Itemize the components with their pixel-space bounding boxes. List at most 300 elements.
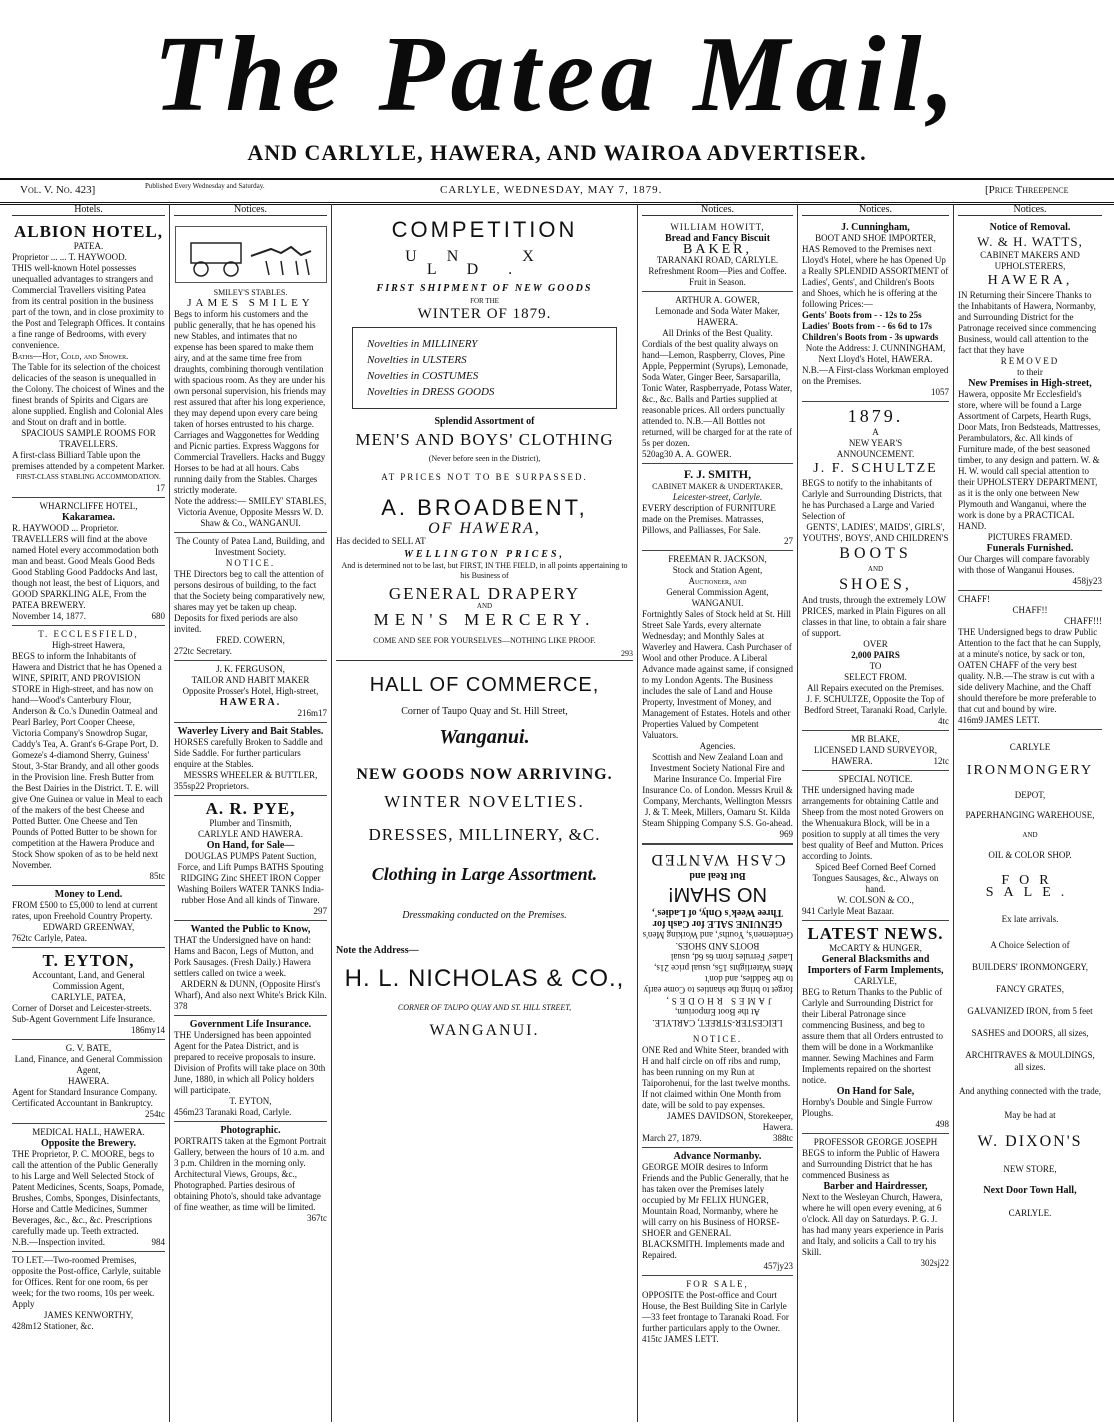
- ad-body: OPPOSITE the Post-office and Court House, the Best Building Site in Carlyle—33 feet frontage to Taranaki Road. For further particulars apply to the Owner.: [642, 1290, 789, 1333]
- ad-title: W. & H. WATTS,: [977, 234, 1083, 249]
- ad-title: JAMES SMILEY: [187, 297, 314, 309]
- ad-line: BUILDERS' IRONMONGERY,: [972, 962, 1088, 972]
- issue-date: CARLYLE, WEDNESDAY, MAY 7, 1879.: [440, 184, 663, 196]
- ad-sub: On Hand for Sale,: [836, 1086, 915, 1097]
- ad-line: COME AND SEE FOR YOURSELVES—NOTHING LIKE PROOF.: [373, 636, 596, 645]
- ad-smith: [642, 464, 793, 551]
- ad-professor-joseph: [802, 1134, 949, 1272]
- ad-title: NOTICE.: [692, 1034, 743, 1044]
- ad-address: Leicester-street, Carlyle.: [672, 492, 763, 502]
- ad-line: May be had at: [1004, 1110, 1056, 1120]
- ad-ref: 186my14: [130, 1025, 165, 1035]
- novelty-line: Novelties in ULSTERS: [367, 354, 467, 366]
- ad-latest-news: [802, 921, 949, 1134]
- ad-line: FOR THE: [470, 297, 499, 305]
- ad-proprietor: Proprietor ... ... T. HAYWOOD.: [12, 252, 127, 262]
- ad-title: ARTHUR A. GOWER,: [675, 295, 760, 305]
- ad-body: GEORGE MOIR desires to Inform Friends and the Public Generally, that he has taken over the Premises lately occupied by Mr FELIX HUNGER, Mountain Road, Normanby, where he will carry on his Business of HORSE-SHOER and GENERAL BLACKSMITH. Implements made and Repaired.: [642, 1162, 789, 1260]
- ad-title: A. R. PYE,: [205, 799, 296, 818]
- ad-line: WELLINGTON PRICES,: [403, 549, 566, 560]
- stagecoach-illustration: [175, 226, 327, 283]
- ad-sub: TAILOR AND HABIT MAKER: [191, 675, 310, 685]
- ad-title: MEDICAL HALL, HAWERA.: [32, 1127, 145, 1137]
- ad-body: BEGS to inform the Inhabitants of Hawera and District that he has Opened a WINE, SPIRIT, AND PROVISION STORE in High-street, and has now on hand—Wood's Canterbury Flour, Anderson & Co.'s Dunedin Oatmeal and Pearl Barley, Port Cooper Cheese, Victoria Company's Snowdrop Sugar, Caddy's Tea, A. Grant's 6-Grape Port, D. Gomeze's 4-diamond Sherry, Guiness' Stout, 3-Star Brandy, and all other goods in the Provision line. Fresh Butter from the Best Dairies in the District. T. E. will give One Guinea or value in Meal to each of the makers of the best Cheese and Potted Butter. One Cheese and Ten Pounds of Potted Butter to be shown for competition at the Hawera Produce and Stock Show spoken of as to be held next November.: [12, 651, 163, 870]
- ad-place: HAWERA.: [67, 1076, 110, 1086]
- ad-body: THIS well-known Hotel possesses unequalled advantages to strangers and Commercial Travellers visiting Patea from its central position in the business part of the town, and in close proximity to the Post and Telegraph Offices. It contains a fine range of Bedrooms, with every convenience.: [12, 263, 165, 350]
- ad-line: forget to bring the shanties to Come early to the Saddles, and don't: [643, 974, 793, 995]
- ad-line: And anything connected with the trade,: [959, 1086, 1101, 1096]
- ad-headline: NO SHAM!: [668, 883, 767, 905]
- ad-sub: Agencies.: [699, 741, 736, 751]
- ad-sub: Lemonade and Soda Water Maker,: [655, 306, 780, 316]
- ad-line: AND: [1022, 831, 1038, 839]
- ad-title: G. V. BATE,: [65, 1043, 112, 1053]
- ad-eyton: [12, 948, 165, 1040]
- ad-place: CARLYLE AND HAWERA.: [197, 829, 304, 839]
- ad-line: Baths—Hot, Cold, and Shower.: [12, 351, 129, 361]
- ad-title: MR BLAKE,: [851, 734, 900, 744]
- ad-ref: 27: [784, 536, 793, 546]
- ad-body: Refreshment Room—Pies and Coffee. Fruit in Season.: [648, 266, 787, 287]
- ad-title: Notice of Removal.: [989, 222, 1071, 233]
- ad-place: HAWERA.: [696, 317, 739, 327]
- ad-line: GALVANIZED IRON, from 5 feet: [967, 1006, 1093, 1016]
- ad-line: SASHES and DOORS, all sizes,: [971, 1028, 1089, 1038]
- ad-sub: Stock and Station Agent,: [672, 565, 763, 575]
- ad-bate: [12, 1040, 165, 1124]
- ad-albion-hotel: [12, 219, 165, 498]
- ad-body: Begs to inform his customers and the public generally, that he has opened his new Stables, and intimates that no expense has been spared to make them airy, and at the same time free from draughts, combining thorough ventilation with spacious room. As they are under his own personal supervision, his friends may rest assured that after his long experience, they may depend upon every care being taken of horses entrusted to his charge. Carriages and Waggonettes for Wedding and Picnic parties. Express Waggons for Commercial Travellers. Hacks and Buggy Horses to be had at all hours. Cabs running daily from the Stables. Charges strictly moderate.: [174, 309, 326, 495]
- column-hotels: [8, 204, 170, 1422]
- ad-place: HAWERA,: [987, 273, 1073, 288]
- ad-line: 2,000 PAIRS: [851, 650, 900, 660]
- ad-sign: FRED. COWERN,: [216, 635, 285, 645]
- ad-line: Funerals Furnished.: [986, 543, 1074, 554]
- ad-headline: W. DIXON'S: [977, 1133, 1083, 1150]
- ad-body: HORSES carefully Broken to Saddle and Side Saddle. For further particulars enquire at the Stables.: [174, 737, 323, 769]
- column-heading: Notices.: [174, 204, 327, 216]
- ad-line: ANNOUNCEMENT.: [836, 449, 915, 459]
- ad-line: OIL & COLOR SHOP.: [988, 850, 1072, 860]
- ad-line: Splendid Assortment of: [434, 416, 535, 427]
- ad-ref: 293: [336, 647, 633, 661]
- ad-body: And trusts, through the extremely LOW PRICES, marked in Plain Figures on all classes in that line, to obtain a fair share of support.: [802, 595, 947, 638]
- ad-ref: 762tc Carlyle, Patea.: [12, 933, 87, 943]
- ad-title: Wanted the Public to Know,: [190, 924, 311, 935]
- ad-brand: UN X LD.: [405, 248, 564, 278]
- ad-sub: General Blacksmiths and Importers of Farm Implements,: [807, 954, 944, 976]
- ad-money-to-lend: [12, 886, 165, 948]
- ad-ref: 355sp22 Proprietors.: [174, 781, 249, 791]
- ad-body: THE Proprietor, P. C. MOORE, begs to call the attention of the Public Generally to his Large and Well Selected Stock of Patent Medicines, Scents, Soaps, Pomade, Brushes, Combs, Sponges, Disinfectants, Horse and Cattle Medicines, Summer Beverages, &c., &c., &c. Prescriptions carefully made up. Teeth extracted.: [12, 1149, 164, 1236]
- ad-body: Spiced Beef Corned Beef Corned Tongues Sausages, &c., Always on hand.: [812, 862, 939, 894]
- ad-ref: 297: [313, 906, 327, 916]
- ad-chaff: [958, 591, 1102, 730]
- ad-jackson: [642, 551, 793, 844]
- ad-headline: MEN'S MERCERY.: [373, 610, 596, 629]
- ad-line: ARCHITRAVES & MOULDINGS,: [965, 1050, 1095, 1060]
- ad-ref: 428m12 Stationer, &c.: [12, 1321, 94, 1331]
- ad-line: CHAFF!!: [1012, 605, 1048, 615]
- ad-headline: H. L. NICHOLAS & CO.,: [344, 965, 625, 992]
- ad-address: TARANAKI ROAD, CARLYLE.: [656, 255, 779, 265]
- ad-sub: LICENSED LAND SURVEYOR,: [813, 745, 938, 755]
- ad-title: ALBION HOTEL,: [13, 222, 164, 241]
- ad-body: HAS Removed to the Premises next Lloyd's Hotel, where he has Opened Up a Really SPLENDID ASSORTMENT of Ladies', Gents', and Children's Boots and Shoes, which he is offering at the following Prices:—: [802, 244, 949, 309]
- ad-title: FREEMAN R. JACKSON,: [668, 554, 767, 564]
- ad-title: Money to Lend.: [54, 889, 123, 900]
- ad-title: The County of Patea Land, Building, and Investment Society.: [176, 536, 325, 557]
- ad-sub: Auctioneer, and: [688, 576, 747, 586]
- ad-title: PROFESSOR GEORGE JOSEPH: [813, 1137, 938, 1147]
- ad-watts-removal: [958, 219, 1102, 591]
- ad-sign: ARDERN & DUNN, (Opposite Hirst's Wharf), And also next White's Brick Kiln.: [174, 979, 327, 1000]
- ad-place: HAWERA.: [219, 697, 282, 708]
- ad-line: Dressmaking conducted on the Premises.: [402, 910, 567, 921]
- price-line: Children's Boots from - 3s upwards: [802, 332, 939, 342]
- ad-place: HAWERA.: [831, 756, 873, 766]
- ad-sign: JAMES DAVIDSON, Storekeeper, Hawera.: [667, 1111, 793, 1132]
- ad-headline: HALL OF COMMERCE,: [369, 674, 600, 696]
- ad-ref: 415tc JAMES LETT.: [642, 1334, 719, 1344]
- ad-line: CORNER OF TAUPO QUAY AND ST. HILL STREET,: [397, 1003, 572, 1012]
- ad-date: November 14, 1877.: [12, 611, 86, 621]
- ad-line: PICTURES FRAMED.: [987, 532, 1073, 542]
- ad-sign: MESSRS WHEELER & BUTTLER,: [183, 770, 318, 780]
- ad-ref: 302sj22: [920, 1258, 949, 1268]
- ad-line: SPACIOUS SAMPLE ROOMS FOR TRAVELLERS.: [21, 428, 156, 449]
- ad-sub: General Commission Agent,: [666, 587, 769, 597]
- ad-sign: JAMES KENWORTHY,: [43, 1310, 134, 1320]
- publication-schedule: Published Every Wednesday and Saturday.: [145, 182, 265, 190]
- ad-body: ONE Red and White Steer, branded with H and half circle on off ribs and rump, has been running on my Run at Taiporohenui, for the last twelve months. If not claimed within One Month from date, will be sold to pay expenses.: [642, 1045, 791, 1110]
- ad-ref: 457jy23: [763, 1261, 793, 1271]
- ad-body: Sub-Agent Government Life Insurance.: [12, 1014, 155, 1024]
- ad-sub: CABINET MAKER & UNDERTAKER,: [652, 482, 783, 491]
- ad-line: Next Door Town Hall,: [983, 1185, 1077, 1196]
- ad-sub: CABINET MAKERS AND UPHOLSTERERS,: [980, 250, 1080, 271]
- ad-ref: 498: [935, 1119, 949, 1129]
- ad-line: BOOTS AND SHOES.: [675, 941, 760, 951]
- ad-title: WILLIAM HOWITT,: [670, 222, 765, 232]
- ad-body: IN Returning their Sincere Thanks to the Inhabitants of Hawera, Normanby, and Surrounding District for the Patronage received since commencing Business, would call attention to the fact that they have: [958, 290, 1097, 355]
- ad-body: Next to the Wesleyan Church, Hawera, where he will open every evening, at 6 o'clock. All day on Saturdays. P. G. J. has had many years experience in Paris and Italy, and solicits a Call to try his Skill.: [802, 1192, 944, 1257]
- ad-body: BEGS to notify to the inhabitants of Carlyle and Surrounding Districts, that he has Purchased a Large and Varied Selection of: [802, 478, 942, 521]
- ad-line: Mens Waterlights 15s, usual price 21s, Ladies' Ferrules from 6s 6d, usual: [654, 952, 793, 973]
- column-heading: Hotels.: [12, 204, 165, 216]
- ad-headline: GENERAL DRAPERY: [388, 584, 581, 603]
- ad-line: All Repairs executed on the Premises.: [807, 683, 944, 693]
- column-notices-2: [170, 204, 332, 1422]
- ad-line: CHAFF!!!: [1063, 616, 1102, 626]
- ad-line: JAMES RHODES,: [663, 996, 772, 1006]
- ad-ref: 416m9 JAMES LETT.: [958, 715, 1040, 725]
- ad-body: Agent for Standard Insurance Company. Certificated Accountant in Bankruptcy.: [12, 1087, 158, 1108]
- ad-ref: 367tc: [307, 1213, 327, 1223]
- ad-sign: EDWARD GREENWAY,: [42, 922, 135, 932]
- ad-headline: MEN'S AND BOYS' CLOTHING: [355, 430, 614, 449]
- novelty-line: Novelties in DRESS GOODS: [367, 386, 495, 398]
- ad-body: FROM £500 to £5,000 to lend at current rates, upon Freehold Country Property.: [12, 900, 158, 921]
- ad-county-society: [174, 533, 327, 661]
- ad-address: Note the Address: J. CUNNINGHAM, Next Lloyd's Hotel, HAWERA.: [805, 343, 946, 364]
- ad-line: AND: [476, 602, 493, 610]
- ad-ref: 984: [151, 1237, 165, 1247]
- ad-ref: 941 Carlyle Meat Bazaar.: [802, 906, 894, 916]
- ad-title: LATEST NEWS.: [807, 924, 944, 943]
- ad-line: DEPOT,: [1014, 790, 1046, 800]
- ad-ref: 12tc: [933, 756, 949, 766]
- ad-line: NEW STORE,: [1003, 1164, 1057, 1174]
- ad-address: Note the address:— SMILEY' STABLES, Victoria Avenue, Opposite Messrs W. D. Shaw & Co., WANGANUI.: [174, 496, 327, 528]
- ad-line: AT PRICES NOT TO BE SURPASSED.: [381, 472, 588, 482]
- ad-body: DOUGLAS PUMPS Patent Suction, Force, and Lift Pumps BATHS Spouting RIDGING Zinc SHEET IRON Copper Washing Boilers WATER TANKS India-rubber Hose And all kinds of Tinware.: [177, 851, 324, 905]
- ad-ref: 680: [151, 611, 165, 621]
- ad-title: FOR SALE,: [686, 1279, 749, 1289]
- ad-ref: 85tc: [149, 871, 165, 881]
- ad-place: High-street Hawera,: [52, 640, 125, 650]
- ad-line: NEW YEAR'S: [848, 438, 903, 448]
- ad-body: Our Charges will compare favorably with those of Wanganui Houses.: [958, 554, 1090, 575]
- ad-headline: Wanganui.: [439, 726, 530, 748]
- ad-ref: 456m23 Taranaki Road, Carlyle.: [174, 1107, 292, 1117]
- ad-blake: [802, 731, 949, 771]
- ad-sub: Plumber and Tinsmith,: [209, 818, 292, 828]
- ad-pye: [174, 796, 327, 921]
- ad-sub: McCARTY & HUNGER,: [829, 943, 922, 953]
- ad-ferguson: [174, 661, 327, 723]
- ad-headline: WINTER NOVELTIES.: [384, 792, 585, 811]
- ad-sub: Bread and Fancy Biscuit: [664, 233, 771, 244]
- ad-place: WANGANUI.: [691, 598, 744, 608]
- ad-body: The Table for its selection of the choicest delicacies of the season is unequalled in the Colony. The choicest of Wines and the finest brands of Spirits and Cigars are alone supplied. English and Colonial Ales and Stout on draft and in bottle.: [12, 362, 165, 427]
- ad-line: OF HAWERA,: [428, 520, 541, 537]
- ad-sub: Land, Finance, and General Commission Agent,: [14, 1054, 163, 1075]
- ad-line: Gentlemen's, Youths', and Working Men's: [642, 930, 793, 940]
- ad-title: J. F. SCHULTZE: [813, 461, 938, 476]
- ad-headline: BOOTS: [839, 545, 912, 562]
- ad-line: At the Boot Emporium,: [675, 1007, 760, 1017]
- newspaper-title: The Patea Mail,: [153, 15, 961, 134]
- ad-headline: A. BROADBENT,: [381, 495, 588, 520]
- novelty-line: Novelties in COSTUMES: [367, 370, 479, 382]
- ad-line: AND: [867, 565, 884, 573]
- column-notices-6: [954, 204, 1106, 1422]
- ad-address: Opposite Prosser's Hotel, High-street,: [182, 686, 319, 696]
- column-heading: Notices.: [958, 204, 1102, 216]
- ad-waverley-stables: [174, 723, 327, 796]
- ad-title: Advance Normanby.: [673, 1151, 762, 1162]
- ad-medical-hall: [12, 1124, 165, 1252]
- ad-line: Note the Address—: [336, 945, 419, 956]
- ad-line: all sizes.: [1014, 1062, 1046, 1072]
- ad-line: Corner of Taupo Quay and St. Hill Street,: [401, 706, 568, 717]
- ad-body: Corner of Dorset and Leicester-streets.: [12, 1003, 152, 1013]
- ad-body: THE Undersigned has been appointed Agent for the Patea District, and is prepared to receive proposals to insure. Division of Profits will take place on 30th June, 1880, in which all Policy holders will participate.: [174, 1030, 326, 1095]
- ad-title: SPECIAL NOTICE.: [838, 774, 913, 784]
- ad-ref: 458jy23: [1072, 576, 1102, 586]
- ad-body: GENTS', LADIES', MAIDS', GIRLS', YOUTHS', BOYS', AND CHILDREN'S: [802, 522, 949, 543]
- novelty-line: Novelties in MILLINERY: [367, 338, 478, 350]
- ad-rhodes-upside-down: [642, 844, 793, 1031]
- ad-smiley: [174, 219, 327, 533]
- column-heading: Notices.: [802, 204, 949, 216]
- ad-headline: CASH WANTED: [649, 851, 786, 868]
- ad-moir: [642, 1148, 793, 1276]
- illustration-caption: SMILEY'S STABLES.: [213, 288, 288, 297]
- ad-body: A first-class Billiard Table upon the premises attended by a competent Marker.: [12, 450, 165, 471]
- ad-place: Kakaramea.: [61, 512, 116, 523]
- ad-body: THAT the Undersigned have on hand: Hams and Bacon, Legs of Mutton, and Pork Sausages. (Fresh Daily.) Hawera settlers called on twice a week.: [174, 935, 314, 978]
- ad-line: CHAFF!: [958, 594, 991, 604]
- ad-line: REMOVED: [1000, 356, 1060, 366]
- ad-sub: Barber and Hairdresser,: [823, 1181, 928, 1192]
- ad-body: THE undersigned having made arrangements for obtaining Cattle and Sheep from the most noted Growers on the Whenuakura Block, will be in a position to supply at all times the very best quality of Beef and Mutton. Prices according to Joints.: [802, 785, 944, 861]
- ad-body: Cordials of the best quality always on hand—Lemon, Raspberry, Cloves, Pine Apple, Peppermint (Syrups), Lemonade, Soda Water, Ginger Beer, Sarsaparilla, Tonic Water, Raspberryade, Potass Water, &c., &c. Balls and Parties supplied at reasonable prices. All orders punctually attended to. N.B.—All Bottles not returned, will be charged for at the rate of 5s per dozen.: [642, 339, 793, 448]
- ad-ref: 1057: [931, 387, 949, 397]
- ad-special-notice: [802, 771, 949, 921]
- masthead: [0, 0, 1114, 200]
- ad-line: But Real and: [689, 870, 746, 881]
- ad-ref: 17: [156, 483, 165, 493]
- ad-body: BEGS to inform the Public of Hawera and Surrounding District that he has commenced Business as: [802, 1148, 940, 1180]
- ad-note: N.B.—A First-class Workman employed on the Premises.: [802, 365, 949, 386]
- ad-line: to their: [1017, 367, 1043, 377]
- ad-sign: W. COLSON & CO.,: [837, 895, 914, 905]
- column-notices-4: [638, 204, 798, 1422]
- ad-sub: BOOT AND SHOE IMPORTER,: [815, 233, 936, 243]
- ad-ref: 969: [779, 829, 793, 839]
- ad-headline: FOR SALE.: [985, 873, 1075, 900]
- ad-headline: 1879.: [847, 406, 904, 426]
- ad-for-sale-lett: [642, 1276, 793, 1348]
- ad-headline: NEW GOODS NOW ARRIVING.: [356, 766, 613, 783]
- ad-title: Photographic.: [220, 1125, 281, 1136]
- ad-title: Waverley Livery and Bait Stables.: [177, 726, 324, 737]
- ad-ref: 378: [174, 1001, 188, 1011]
- ad-headline: IRONMONGERY: [966, 763, 1094, 778]
- ad-gower: [642, 292, 793, 464]
- ad-body: Hornby's Double and Single Furrow Ploughs.: [802, 1097, 933, 1118]
- ad-body: TRAVELLERS will find at the above named Hotel every accommodation both man and beast. Good Meals Good Beds Good Stabling Good Paddocks And last, though not least, the best of Liquors, and GOOD SPARKLING ALE, From the PATEA BREWERY.: [12, 534, 160, 610]
- ad-headline: Clothing in Large Assortment.: [371, 864, 598, 884]
- ad-place: PATEA.: [73, 241, 104, 251]
- ad-notice-steer: [642, 1031, 793, 1148]
- ad-headline: DRESSES, MILLINERY, &C.: [368, 825, 601, 844]
- column-advertisement-wide: [332, 204, 638, 1422]
- ad-line: CARLYLE: [1009, 742, 1051, 752]
- ad-title: T. EYTON,: [42, 951, 135, 970]
- price-line: Gents' Boots from - - 12s to 25s: [802, 310, 922, 320]
- ad-sub: On Hand, for Sale—: [206, 840, 295, 851]
- price: [Price Threepence: [985, 184, 1069, 196]
- ad-body: BEG to Return Thanks to the Public of Carlyle and Surrounding District for their Liberal Patronage since commencing Business, and beg to assure them that all Orders entrusted to them will be done in a Workmanlike manner. Sewing Machines and Farm Implements repaired on the shortest notice.: [802, 987, 943, 1085]
- ad-sign: J. F. SCHULTZE, Opposite the Top of Bedford Street, Taranaki Road, Carlyle.: [804, 694, 947, 715]
- ad-line: FIRST-CLASS STABLING ACCOMMODATION.: [16, 473, 161, 481]
- ad-date: March 27, 1879.: [642, 1133, 702, 1143]
- columns: [8, 204, 1106, 1422]
- novelties-box: [352, 327, 617, 409]
- price-line: Ladies' Boots from - - 6s 6d to 17s: [802, 321, 932, 331]
- ad-ref: 254tc: [145, 1109, 165, 1119]
- ad-body: Hawera, opposite Mr Ecclesfield's store, where will be found a Large Assortment of Carpets, Hearth Rugs, Door Mats, Iron Bedsteads, Mattresses, Perambulators, &c. All kinds of Furniture made, of the best seasoned timber, to any design and pattern. W. & H. W. would call special attention to their UPHOLSTERY DEPARTMENT, as it is the only one between New Plymouth and Wanganui, where the work is done by a PRACTICAL HAND.: [958, 389, 1101, 531]
- ad-wharncliffe-hotel: [12, 498, 165, 626]
- ad-body: TO LET.—Two-roomed Premises, opposite the Post-office, Carlyle, suitable for Offices. Rent for one room, 6s per week; for the two rooms, 10s per week. Apply: [12, 1255, 161, 1309]
- ad-schultze: [802, 402, 949, 731]
- ad-sub: All Drinks of the Best Quality.: [662, 328, 773, 338]
- ad-place: CARLYLE, PATEA,: [51, 992, 126, 1002]
- ad-line: PAPERHANGING WAREHOUSE,: [965, 810, 1095, 820]
- ad-ecclesfield: [12, 626, 165, 886]
- ad-cunningham: [802, 219, 949, 402]
- ad-line: WINTER OF 1879.: [417, 306, 552, 322]
- ad-govt-insurance: [174, 1016, 327, 1122]
- ad-ref: 520ag30 A. A. GOWER.: [642, 449, 732, 459]
- ad-line: Ex late arrivals.: [1001, 914, 1059, 924]
- ad-body: Scottish and New Zealand Loan and Investment Society National Fire and Marine Insurance Co. Imperial Fire Insurance Co. of London. Messrs Kruil & Company, Merchants, Wellington Messrs J. & T. Meek, Millers, Oamaru St. Kilda Steam Shipping Company S.S. Go-ahead.: [642, 752, 793, 828]
- ad-sub: NOTICE.: [225, 558, 276, 568]
- stagecoach-icon: [181, 231, 321, 279]
- ad-sub: Opposite the Brewery.: [40, 1138, 137, 1149]
- ad-proprietor: R. HAYWOOD ... Proprietor.: [12, 523, 119, 533]
- ad-wanted-public: [174, 921, 327, 1016]
- ad-howitt: [642, 219, 793, 292]
- ad-ref: 4tc: [938, 716, 949, 726]
- ad-body: Fortnightly Sales of Stock held at St. Hill Street Sale Yards, every alternate Wednesday; and Monthly Sales at Waverley and Hawera. Cash Purchaser of Wool and other Produce. A Liberal Advance made against same, if consigned to my London Agents. The Business includes the sale of Land and House Property, Investment of Money, and Management of Estates. Hotels and other Properties Valued by Competent Valuators.: [642, 609, 793, 740]
- ad-line: A Choice Selection of: [990, 940, 1070, 950]
- ad-title: WHARNCLIFFE HOTEL,: [39, 501, 138, 511]
- ad-title: BAKER,: [683, 242, 752, 257]
- ad-line: A: [872, 427, 879, 437]
- ad-line: FIRST SHIPMENT OF NEW GOODS: [376, 283, 593, 294]
- ad-headline: COMPETITION: [391, 217, 578, 242]
- column-heading: Notices.: [642, 204, 793, 216]
- ad-title: F. J. SMITH,: [683, 467, 752, 481]
- column-notices-5: [798, 204, 954, 1422]
- ad-line: And is determined not to be last, but FIRST, IN THE FIELD, in all points appertaining to his Business of: [341, 561, 628, 580]
- ad-title: J. Cunningham,: [841, 222, 910, 233]
- ad-ref: 216m17: [297, 708, 327, 718]
- newspaper-subtitle: AND CARLYLE, HAWERA, AND WAIROA ADVERTISER.: [247, 140, 867, 165]
- ad-place: CARLYLE,: [854, 976, 897, 986]
- ad-line: New Premises in High-street,: [968, 378, 1092, 389]
- ad-body: THE Directors beg to call the attention of persons desirous of building, to the fact that the Society being comparatively new, shares may yet be taken up cheap. Deposits for fixed periods are also invited.: [174, 569, 325, 634]
- ad-body: PORTRAITS taken at the Egmont Portrait Gallery, between the hours of 10 a.m. and 3 p.m. Children in the morning only. Architectural Views, Groups, &c., Photographed. Parties desirous of obtaining Photo's, should take advantage of fine weather, as time will be limited.: [174, 1136, 327, 1212]
- ad-title: T. ECCLESFIELD,: [38, 629, 139, 639]
- ad-ref: 272tc Secretary.: [174, 646, 232, 656]
- ad-title: Government Life Insurance.: [189, 1019, 312, 1030]
- ad-line: Has decided to SELL AT: [336, 536, 426, 546]
- ad-dixon-ironmongery: [958, 730, 1102, 1222]
- ad-line: TO: [869, 661, 882, 671]
- ad-headline: SHOES,: [839, 576, 912, 593]
- ad-photographic: [174, 1122, 327, 1227]
- ad-body: EVERY description of FURNITURE made on the Premises. Matrasses, Pillows, and Palliasses, For Sale.: [642, 503, 776, 535]
- ad-title: J. K. FERGUSON,: [216, 664, 285, 674]
- volume-number: Vol. V. No. 423]: [20, 184, 96, 196]
- ad-to-let: [12, 1252, 165, 1335]
- ad-line: FANCY GRATES,: [995, 984, 1064, 994]
- ad-sign: T. EYTON,: [229, 1096, 272, 1106]
- ad-line: CARLYLE.: [1008, 1208, 1052, 1218]
- ad-body: THE Undersigned begs to draw Public Attention to the fact that he can Supply, at a minute's notice, by sack or ton, OATEN CHAFF of the very best quality. N.B.—The straw is cut with a side delivery Machine, and the Chaff should therefore be more preferable to that cut and bound by wire.: [958, 627, 1101, 714]
- ad-line: OVER: [863, 639, 888, 649]
- ad-ref: 388tc: [773, 1133, 793, 1143]
- ad-line: (Never before seen in the District),: [428, 454, 541, 463]
- dateline: [0, 178, 1114, 205]
- ad-line: SELECT FROM.: [844, 672, 907, 682]
- ad-line: GENUINE SALE for Cash for Three Week's Only, of Ladies',: [652, 907, 783, 929]
